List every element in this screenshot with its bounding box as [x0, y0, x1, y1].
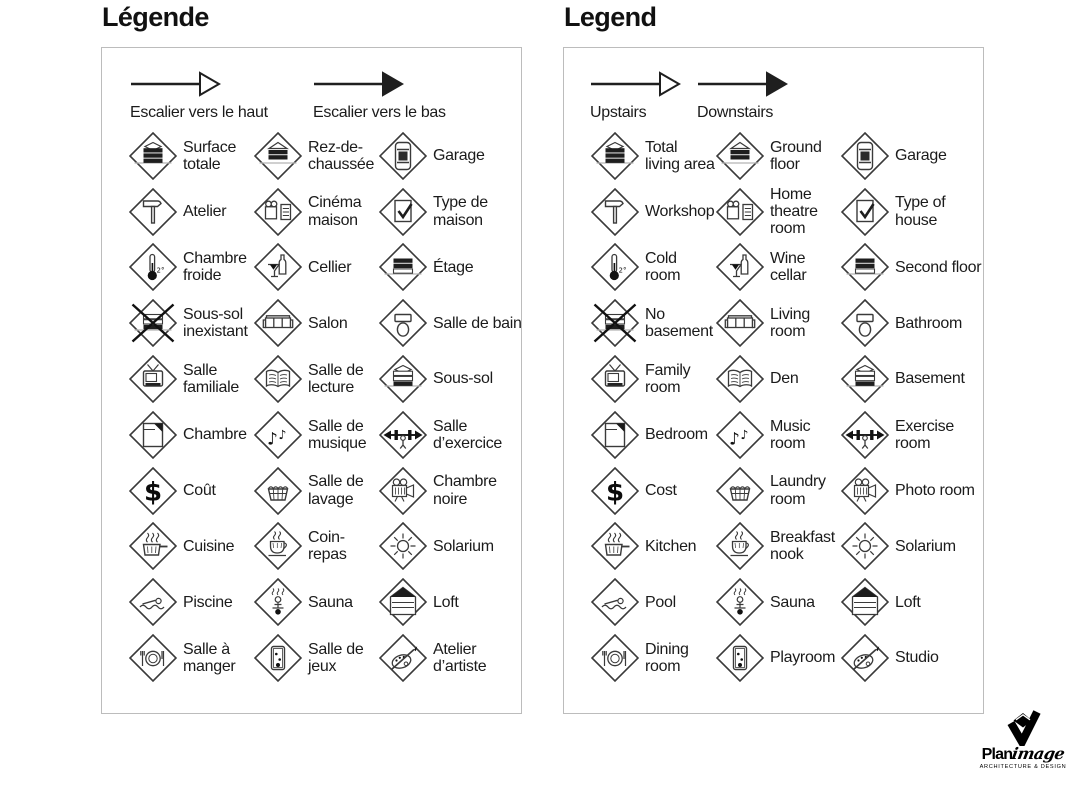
legend-item-label: Sauna [770, 593, 815, 611]
legend-item-label: Solarium [433, 537, 494, 555]
panel-title-french: Légende [102, 2, 209, 32]
bathroom-icon [841, 299, 889, 347]
cold-room-icon [591, 243, 639, 291]
garage-icon [379, 132, 427, 180]
bedroom-icon [591, 411, 639, 459]
legend-item-sauna [716, 574, 841, 630]
legend-item-dining-room [591, 630, 716, 686]
pool-icon [129, 578, 177, 626]
breakfast-nook-icon [254, 522, 302, 570]
legend-item-label: Total living area [645, 138, 715, 173]
type-of-house-icon [841, 188, 889, 236]
wine-cellar-icon [254, 243, 302, 291]
legend-item-playroom [716, 630, 841, 686]
family-room-icon [591, 355, 639, 403]
legend-item-label: Workshop [645, 203, 715, 221]
legend-item-label: Basement [895, 370, 965, 388]
music-room-icon [254, 411, 302, 459]
brand-italic: image [1010, 744, 1067, 763]
legend-item-bedroom [129, 407, 254, 463]
garage-icon [841, 132, 889, 180]
legend-item-laundry-room [716, 463, 841, 519]
living-room-icon [254, 299, 302, 347]
photo-room-icon [841, 467, 889, 515]
no-basement-icon [591, 299, 639, 347]
stairs-down-legend [697, 70, 789, 122]
legend-item-sauna [254, 574, 379, 630]
legend-item-label: Music room [770, 417, 811, 452]
legend-item-den [716, 351, 841, 407]
cost-icon [591, 467, 639, 515]
brand-bold: Plan [981, 746, 1013, 763]
pool-icon [591, 578, 639, 626]
planimage-brand [968, 746, 1078, 763]
legend-item-family-room [129, 351, 254, 407]
legend-item-music-room [716, 407, 841, 463]
legend-item-no-basement [591, 295, 716, 351]
legend-item-living-room [254, 295, 379, 351]
legend-item-studio [379, 630, 529, 686]
bedroom-icon [129, 411, 177, 459]
legend-item-label: Den [770, 370, 799, 388]
studio-icon [841, 634, 889, 682]
stairs-down-legend [313, 70, 446, 122]
home-theatre-icon [254, 188, 302, 236]
no-basement-icon [129, 299, 177, 347]
legend-item-photo-room [379, 463, 529, 519]
legend-item-label: Surface totale [183, 138, 237, 173]
stairs-up-label: Escalier vers le haut [130, 104, 268, 121]
legend-item-wine-cellar [716, 240, 841, 296]
legend-item-laundry-room [254, 463, 379, 519]
legend-item-total-area [591, 128, 716, 184]
stairs-down-label: Downstairs [697, 104, 774, 121]
legend-item-label: Cellier [308, 258, 352, 276]
exercise-room-icon [841, 411, 889, 459]
type-of-house-icon [379, 188, 427, 236]
sauna-icon [254, 578, 302, 626]
legend-item-label: Salle de bain [433, 314, 522, 332]
legend-item-label: Atelier d’artiste [433, 640, 487, 676]
second-floor-icon [841, 243, 889, 291]
legend-item-label: Bedroom [645, 426, 708, 444]
legend-items-grid-english [591, 128, 991, 686]
legend-item-label: Studio [895, 649, 939, 667]
legend-item-garage [379, 128, 529, 184]
legend-item-den [254, 351, 379, 407]
legend-item-label: Chambre [183, 426, 247, 444]
panel-title-english: Legend [564, 2, 657, 32]
solarium-icon [841, 522, 889, 570]
legend-item-no-basement [129, 295, 254, 351]
planimage-logo-mark-icon [1001, 708, 1045, 746]
legend-item-music-room [254, 407, 379, 463]
legend-item-label: Garage [895, 147, 947, 165]
stairs-up-arrow-icon [130, 70, 222, 98]
legend-item-label: Kitchen [645, 537, 697, 555]
total-area-icon [129, 132, 177, 180]
workshop-icon [129, 188, 177, 236]
stairs-up-label: Upstairs [590, 104, 647, 121]
legend-item-photo-room [841, 463, 991, 519]
stairs-up-arrow-icon [590, 70, 682, 98]
legend-items-grid-french [129, 128, 529, 686]
legend-item-cold-room [129, 240, 254, 296]
legend-item-label: No basement [645, 306, 713, 341]
kitchen-icon [591, 522, 639, 570]
legend-item-dining-room [129, 630, 254, 686]
cold-room-icon [129, 243, 177, 291]
legend-item-basement [841, 351, 991, 407]
panel-english [563, 0, 984, 716]
dining-room-icon [129, 634, 177, 682]
legend-item-solarium [379, 519, 529, 575]
legend-item-cost [129, 463, 254, 519]
legend-item-second-floor [841, 240, 991, 296]
laundry-room-icon [716, 467, 764, 515]
breakfast-nook-icon [716, 522, 764, 570]
second-floor-icon [379, 243, 427, 291]
legend-item-label: Chambre froide [183, 250, 247, 285]
legend-item-ground-floor [254, 128, 379, 184]
legend-item-label: Salle de lavage [308, 473, 364, 508]
legend-item-label: Coin-repas [308, 529, 347, 564]
legend-item-studio [841, 630, 991, 686]
legend-item-label: Coût [183, 482, 216, 500]
legend-item-label: Solarium [895, 537, 956, 555]
legend-item-label: Loft [895, 593, 921, 611]
legend-item-label: Living room [770, 306, 811, 341]
legend-item-workshop [129, 184, 254, 240]
legend-item-pool [591, 574, 716, 630]
legend-item-label: Type of house [895, 194, 946, 229]
legend-item-bedroom [591, 407, 716, 463]
den-icon [254, 355, 302, 403]
basement-icon [841, 355, 889, 403]
legend-item-loft [841, 574, 991, 630]
photo-room-icon [379, 467, 427, 515]
legend-item-garage [841, 128, 991, 184]
planimage-tagline: ARCHITECTURE & DESIGN [979, 764, 1067, 770]
legend-item-label: Salon [308, 314, 348, 332]
legend-item-label: Breakfast nook [770, 529, 835, 564]
legend-item-basement [379, 351, 529, 407]
laundry-room-icon [254, 467, 302, 515]
playroom-icon [254, 634, 302, 682]
legend-item-breakfast-nook [254, 519, 379, 575]
legend-item-loft [379, 574, 529, 630]
total-area-icon [591, 132, 639, 180]
loft-icon [379, 578, 427, 626]
solarium-icon [379, 522, 427, 570]
legend-item-label: Second floor [895, 258, 982, 276]
stairs-down-arrow-icon [697, 70, 789, 98]
cost-icon [129, 467, 177, 515]
legend-item-label: Laundry room [770, 473, 826, 508]
legend-item-ground-floor [716, 128, 841, 184]
legend-item-label: Sous-sol inexistant [183, 306, 248, 341]
workshop-icon [591, 188, 639, 236]
legend-item-label: Pool [645, 593, 676, 611]
legend-item-type-of-house [841, 184, 991, 240]
legend-item-pool [129, 574, 254, 630]
legend-item-second-floor [379, 240, 529, 296]
kitchen-icon [129, 522, 177, 570]
ground-floor-icon [254, 132, 302, 180]
panel-box-french [101, 47, 522, 714]
bathroom-icon [379, 299, 427, 347]
panel-box-english [563, 47, 984, 714]
legend-item-label: Salle de lecture [308, 361, 364, 397]
legend-item-living-room [716, 295, 841, 351]
legend-item-label: Cinéma maison [308, 194, 362, 229]
legend-item-home-theatre [254, 184, 379, 240]
legend-item-label: Salle d’exercice [433, 417, 503, 452]
legend-item-label: Cost [645, 482, 677, 500]
legend-item-label: Salle familiale [183, 361, 239, 397]
legend-item-type-of-house [379, 184, 529, 240]
den-icon [716, 355, 764, 403]
sauna-icon [716, 578, 764, 626]
legend-item-kitchen [129, 519, 254, 575]
legend-item-home-theatre [716, 184, 841, 240]
legend-item-label: Photo room [895, 482, 975, 500]
legend-item-workshop [591, 184, 716, 240]
legend-item-label: Salle de jeux [308, 640, 364, 676]
legend-item-label: Chambre noire [433, 473, 497, 508]
legend-item-label: Bathroom [895, 314, 962, 332]
dining-room-icon [591, 634, 639, 682]
legend-item-label: Rez-de-chaussée [308, 138, 375, 173]
family-room-icon [129, 355, 177, 403]
legend-item-label: Étage [433, 258, 474, 276]
legend-item-label: Dining room [645, 640, 689, 676]
legend-item-label: Family room [645, 361, 691, 397]
legend-item-kitchen [591, 519, 716, 575]
ground-floor-icon [716, 132, 764, 180]
legend-item-label: Playroom [770, 649, 836, 667]
legend-item-label: Wine cellar [770, 250, 807, 285]
legend-item-label: Ground floor [770, 138, 822, 173]
living-room-icon [716, 299, 764, 347]
legend-item-total-area [129, 128, 254, 184]
legend-item-bathroom [379, 295, 529, 351]
stairs-down-arrow-icon [313, 70, 405, 98]
stairs-up-legend [130, 70, 268, 122]
music-room-icon [716, 411, 764, 459]
stairs-down-label: Escalier vers le bas [313, 104, 446, 121]
stairs-up-legend [590, 70, 682, 122]
legend-item-label: Garage [433, 147, 485, 165]
legend-item-exercise-room [379, 407, 529, 463]
loft-icon [841, 578, 889, 626]
legend-item-label: Sauna [308, 593, 353, 611]
legend-item-label: Home theatre room [770, 185, 818, 238]
legend-item-label: Atelier [183, 203, 227, 221]
legend-item-cost [591, 463, 716, 519]
legend-item-bathroom [841, 295, 991, 351]
legend-item-family-room [591, 351, 716, 407]
planimage-logo [968, 708, 1078, 770]
legend-item-breakfast-nook [716, 519, 841, 575]
playroom-icon [716, 634, 764, 682]
legend-item-label: Type de maison [433, 194, 488, 229]
exercise-room-icon [379, 411, 427, 459]
legend-item-label: Salle de musique [308, 417, 367, 452]
basement-icon [379, 355, 427, 403]
legend-item-playroom [254, 630, 379, 686]
legend-item-label: Piscine [183, 593, 233, 611]
legend-item-wine-cellar [254, 240, 379, 296]
legend-item-cold-room [591, 240, 716, 296]
legend-item-label: Salle à manger [183, 640, 236, 676]
legend-item-label: Loft [433, 593, 459, 611]
studio-icon [379, 634, 427, 682]
wine-cellar-icon [716, 243, 764, 291]
panel-french [101, 0, 522, 716]
home-theatre-icon [716, 188, 764, 236]
legend-item-label: Exercise room [895, 417, 954, 452]
legend-item-label: Cuisine [183, 537, 235, 555]
legend-item-label: Sous-sol [433, 370, 493, 388]
legend-item-exercise-room [841, 407, 991, 463]
legend-item-label: Cold room [645, 250, 681, 285]
legend-item-solarium [841, 519, 991, 575]
